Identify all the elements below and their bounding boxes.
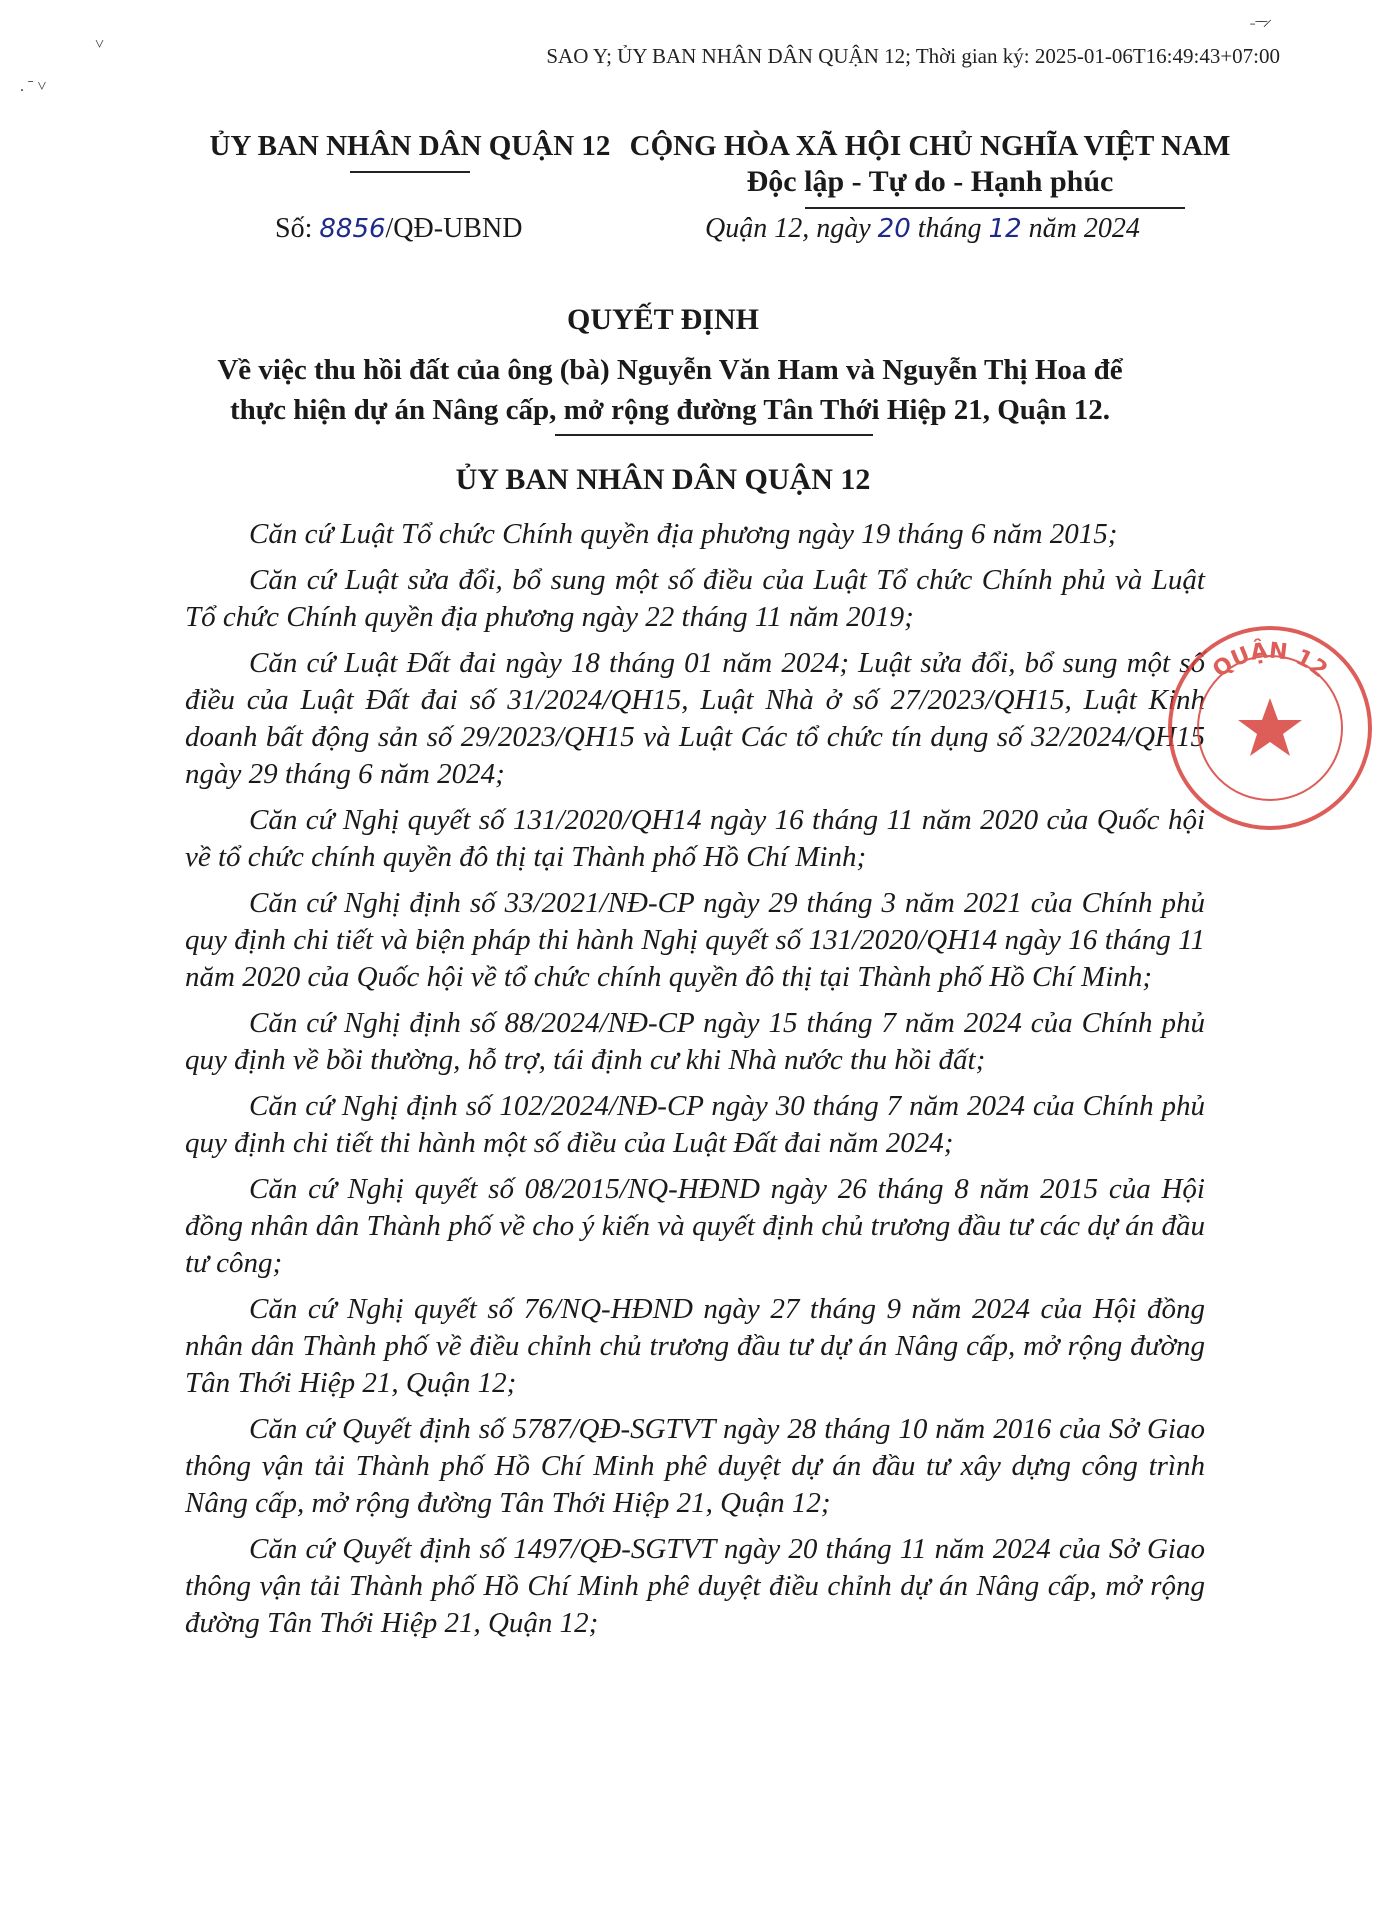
subject-rule bbox=[555, 434, 873, 436]
subject-line: thực hiện dự án Nâng cấp, mở rộng đường Tân Thới Hiệp 21, Quận 12. bbox=[229, 394, 1111, 426]
document-number bbox=[275, 213, 522, 245]
certification-line: SAO Y; ỦY BAN NHÂN DÂN QUẬN 12; Thời gian ký: 2025-01-06T16:49:43+07:00 bbox=[546, 44, 1280, 68]
issuer-agency: ỦY BAN NHÂN DÂN QUẬN 12 bbox=[209, 130, 611, 162]
date-text: năm 2024 bbox=[1021, 213, 1140, 244]
legal-basis-item: Căn cứ Quyết định số 1497/QĐ-SGTVT ngày 20 tháng 11 năm 2024 của Sở Giao thông vận tải Thành phố Hồ Chí Minh phê duyệt điều chỉnh dự án Nâng cấp, mở rộng đường Tân Thới Hiệp 21, Quận 12; bbox=[185, 1533, 1205, 1639]
date-text: Quận 12, ngày bbox=[705, 213, 878, 244]
legal-basis-item: Căn cứ Quyết định số 5787/QĐ-SGTVT ngày 28 tháng 10 năm 2016 của Sở Giao thông vận tải Thành phố Hồ Chí Minh phê duyệt dự án đầu tư xây dựng công trình Nâng cấp, mở rộng đường Tân Thới Hiệp 21, Quận 12; bbox=[185, 1413, 1205, 1519]
legal-basis-item: Căn cứ Nghị quyết số 76/NQ-HĐND ngày 27 tháng 9 năm 2024 của Hội đồng nhân dân Thành phố về điều chỉnh chủ trương đầu tư dự án Nâng cấp, mở rộng đường Tân Thới Hiệp 21, Quận 12; bbox=[185, 1293, 1205, 1399]
national-motto: Độc lập - Tự do - Hạnh phúc bbox=[746, 165, 1114, 198]
legal-bases bbox=[185, 516, 1205, 1651]
legal-basis-item: Căn cứ Luật Đất đai ngày 18 tháng 01 năm 2024; Luật sửa đổi, bổ sung một số điều của Luật Đất đai số 31/2024/QH15, Luật Nhà ở số 27/2023/QH15, Luật Kinh doanh bất động sản số 29/2023/QH15 và Luật Các tổ chức tín dụng số 32/2024/QH15 ngày 29 tháng 6 năm 2024; bbox=[185, 647, 1205, 790]
decision-subject bbox=[150, 350, 1190, 430]
number-suffix: /QĐ-UBND bbox=[385, 213, 523, 244]
subject-line: Về việc thu hồi đất của ông (bà) Nguyễn Văn Ham và Nguyễn Thị Hoa để bbox=[217, 354, 1123, 386]
legal-basis-item: Căn cứ Nghị định số 102/2024/NĐ-CP ngày 30 tháng 7 năm 2024 của Chính phủ quy định chi tiết thi hành một số điều của Luật Đất đai năm 2024; bbox=[185, 1090, 1205, 1159]
date-month-handwritten: 12 bbox=[988, 214, 1022, 244]
date-text: tháng bbox=[910, 213, 989, 244]
document-type: QUYẾT ĐỊNH bbox=[567, 303, 759, 336]
official-seal-icon bbox=[1160, 618, 1380, 838]
number-handwritten: 8856 bbox=[319, 214, 386, 244]
scan-speck: . ˉ ˅ bbox=[20, 78, 47, 95]
seal-text: QUẬN 12 bbox=[1208, 638, 1332, 684]
motto-rule bbox=[805, 207, 1185, 209]
date-day-handwritten: 20 bbox=[877, 214, 911, 244]
legal-basis-item: Căn cứ Nghị quyết số 08/2015/NQ-HĐND ngày 26 tháng 8 năm 2015 của Hội đồng nhân dân Thành phố về cho ý kiến và quyết định chủ trương đầu tư các dự án đầu tư công; bbox=[185, 1173, 1205, 1279]
place-date bbox=[705, 213, 1140, 245]
number-prefix: Số: bbox=[275, 213, 320, 244]
svg-text:QUẬN 12 bbox=[1208, 637, 1332, 683]
issuing-council: ỦY BAN NHÂN DÂN QUẬN 12 bbox=[455, 463, 871, 496]
legal-basis-item: Căn cứ Nghị định số 33/2021/NĐ-CP ngày 29 tháng 3 năm 2021 của Chính phủ quy định chi tiết và biện pháp thi hành Nghị quyết số 131/2020/QH14 ngày 16 tháng 11 năm 2020 của Quốc hội về tổ chức chính quyền đô thị tại Thành phố Hồ Chí Minh; bbox=[185, 887, 1205, 993]
scan-speck: ˗ ̶ ̶ ̷ bbox=[1250, 14, 1268, 31]
nation-block bbox=[620, 130, 1240, 209]
legal-basis-item: Căn cứ Luật Tổ chức Chính quyền địa phương ngày 19 tháng 6 năm 2015; bbox=[249, 518, 1118, 550]
issuer-block bbox=[200, 130, 620, 173]
legal-basis-item: Căn cứ Nghị định số 88/2024/NĐ-CP ngày 15 tháng 7 năm 2024 của Chính phủ quy định về bồi thường, hỗ trợ, tái định cư khi Nhà nước thu hồi đất; bbox=[185, 1007, 1205, 1076]
legal-basis-item: Căn cứ Luật sửa đổi, bổ sung một số điều của Luật Tổ chức Chính phủ và Luật Tổ chức Chính quyền địa phương ngày 22 tháng 11 năm 2019; bbox=[185, 564, 1205, 633]
scan-speck: ˅ bbox=[95, 36, 105, 53]
issuer-rule bbox=[350, 171, 470, 173]
legal-basis-item: Căn cứ Nghị quyết số 131/2020/QH14 ngày 16 tháng 11 năm 2020 của Quốc hội về tổ chức chính quyền đô thị tại Thành phố Hồ Chí Minh; bbox=[185, 804, 1205, 873]
country-name: CỘNG HÒA XÃ HỘI CHỦ NGHĨA VIỆT NAM bbox=[629, 130, 1231, 162]
